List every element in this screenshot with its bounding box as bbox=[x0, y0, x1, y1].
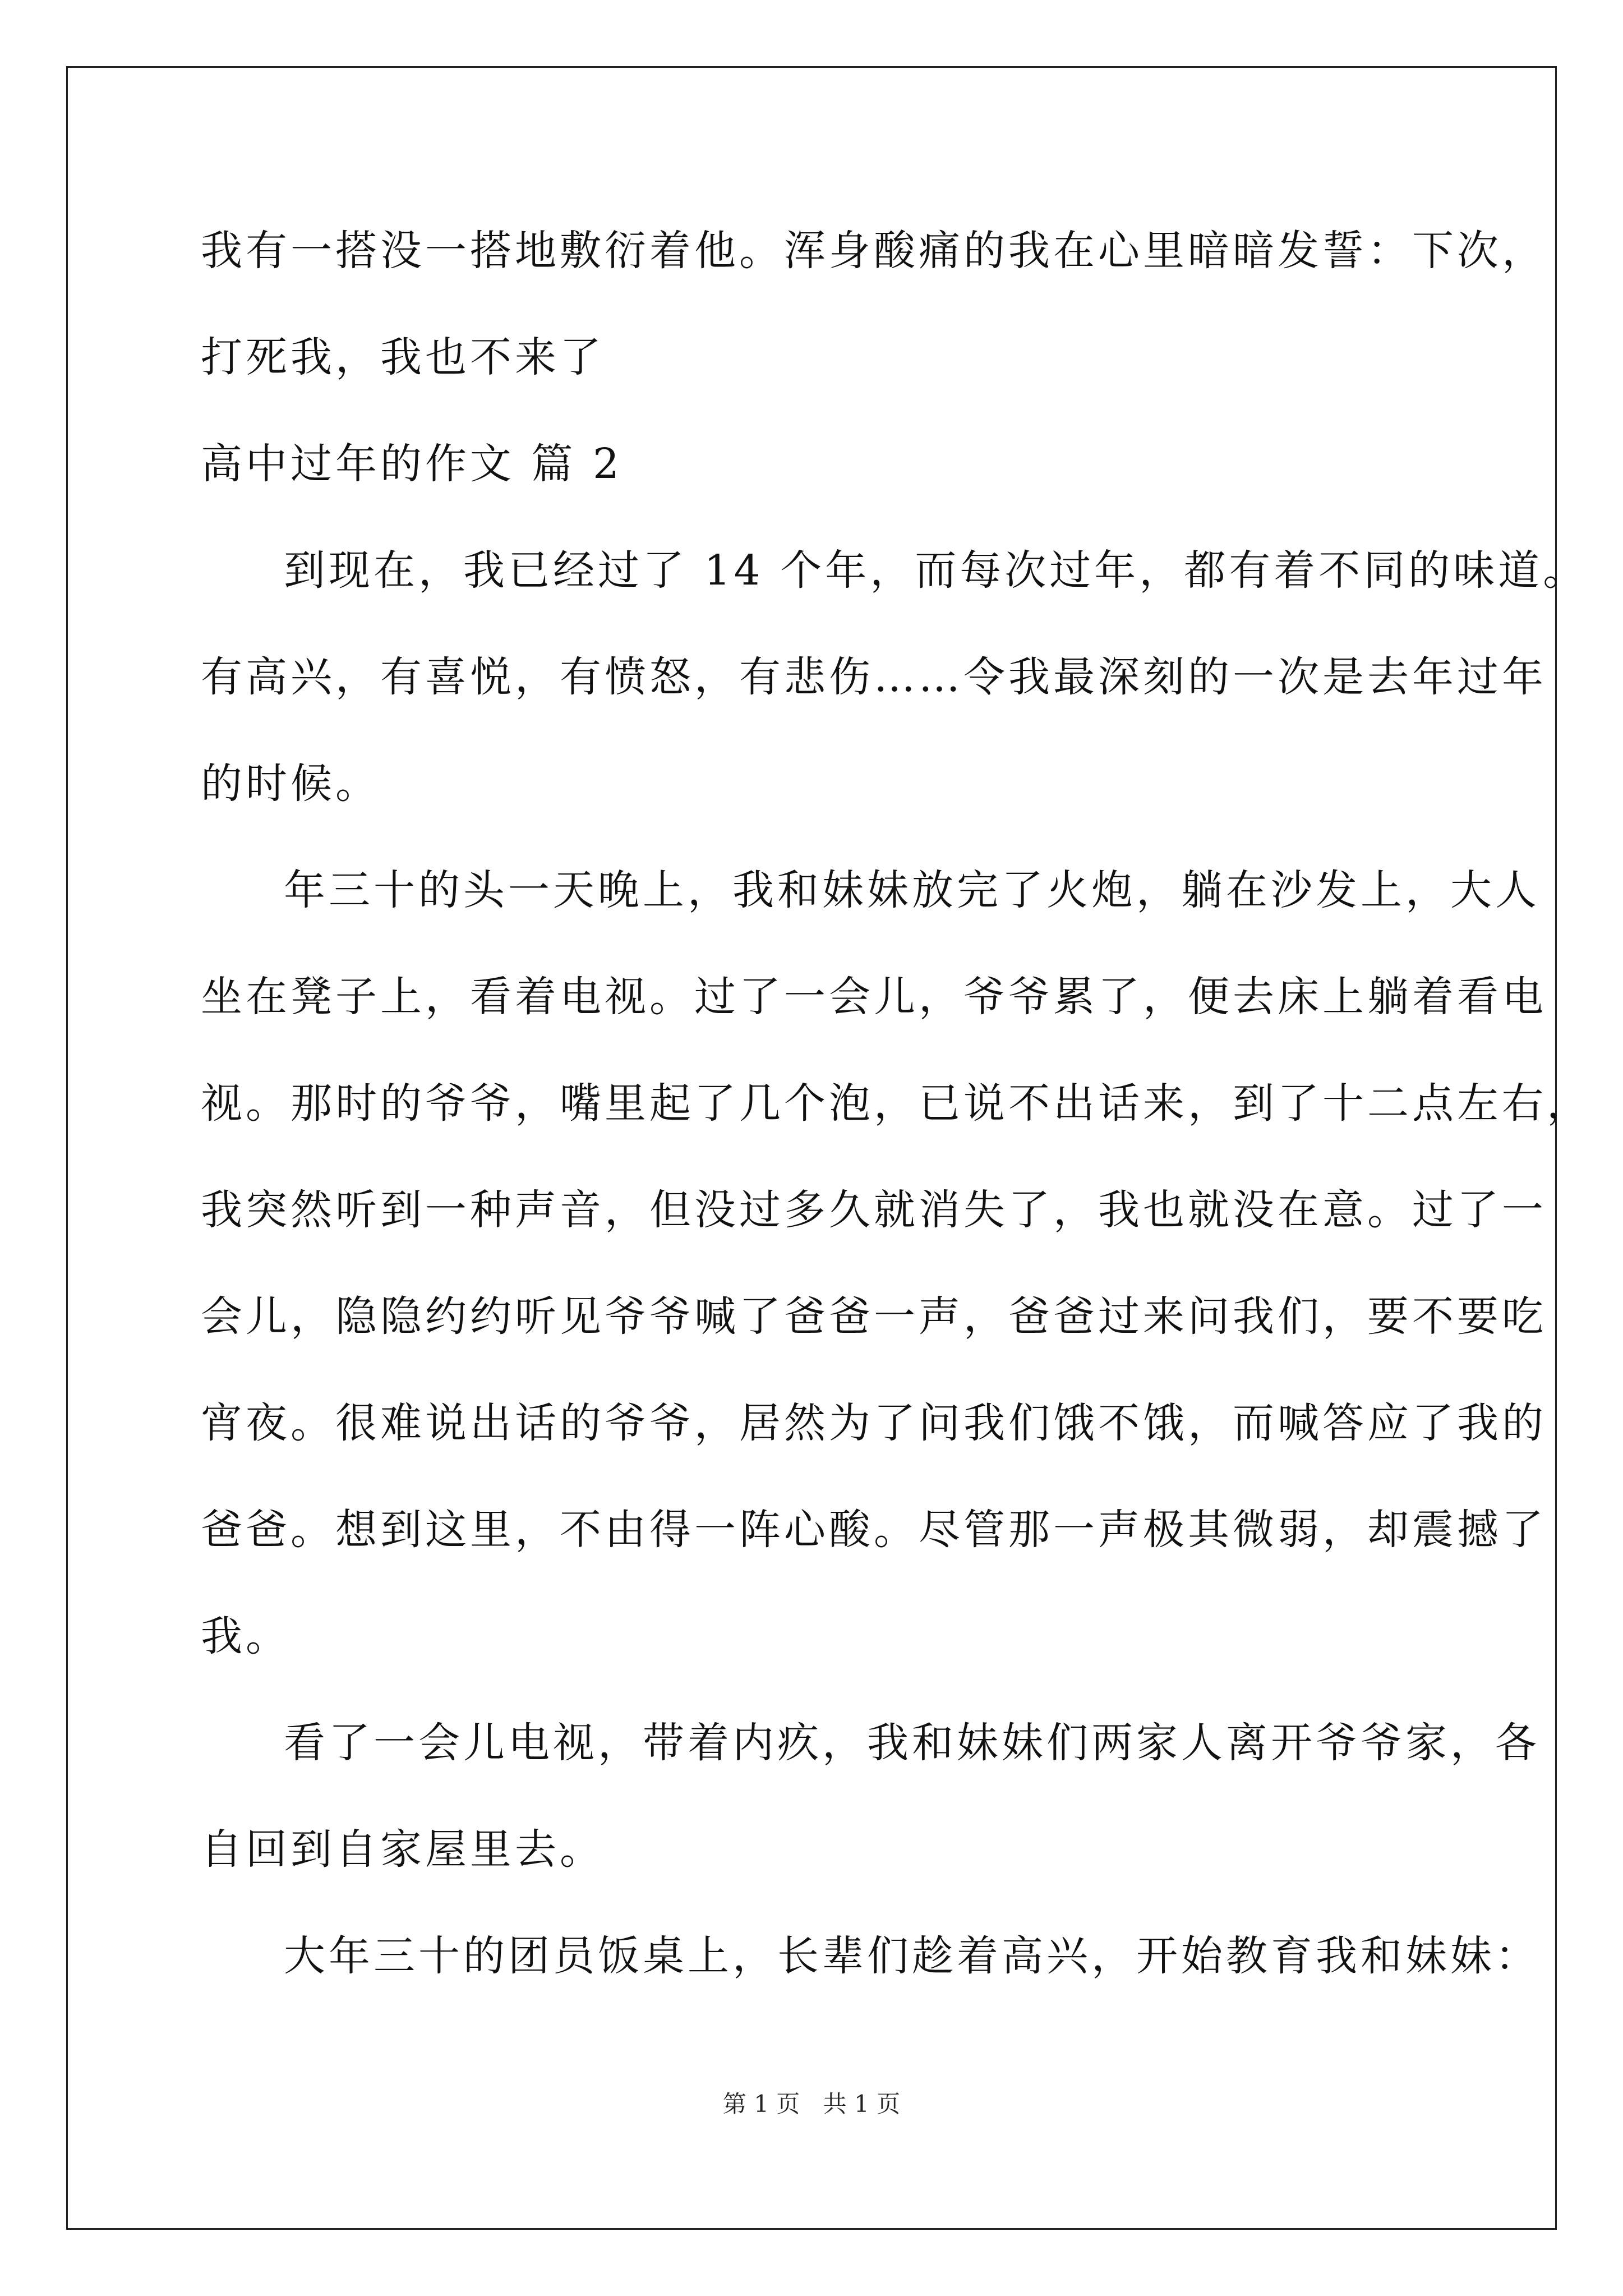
text-line: 打死我，我也不来了 bbox=[201, 333, 605, 381]
paragraph-start: 看了一会儿电视，带着内疚，我和妹妹们两家人离开爷爷家，各 bbox=[284, 1719, 1540, 1767]
text-line: 视。那时的爷爷，嘴里起了几个泡，已说不出话来，到了十二点左右， bbox=[201, 1079, 1592, 1128]
document-body bbox=[201, 209, 1592, 2021]
text-line: 我有一搭没一搭地敷衍着他。浑身酸痛的我在心里暗暗发誓：下次， bbox=[201, 227, 1547, 275]
paragraph-start: 大年三十的团员饭桌上，长辈们趁着高兴，开始教育我和妹妹： bbox=[284, 1932, 1540, 1980]
text-line: 的时候。 bbox=[201, 760, 380, 808]
text-line: 会儿，隐隐约约听见爷爷喊了爸爸一声，爸爸过来问我们，要不要吃 bbox=[201, 1292, 1547, 1341]
text-line: 自回到自家屋里去。 bbox=[201, 1825, 605, 1874]
current-page-label: 第 1 页 bbox=[722, 2090, 800, 2118]
text-line: 坐在凳子上，看着电视。过了一会儿，爷爷累了，便去床上躺着看电 bbox=[201, 973, 1547, 1021]
text-line: 有高兴，有喜悦，有愤怒，有悲伤……令我最深刻的一次是去年过年 bbox=[201, 653, 1547, 701]
page-footer bbox=[0, 2086, 1623, 2119]
text-line: 爸爸。想到这里，不由得一阵心酸。尽管那一声极其微弱，却震撼了 bbox=[201, 1506, 1547, 1554]
section-title: 高中过年的作文 篇 2 bbox=[201, 440, 623, 488]
text-line: 我突然听到一种声音，但没过多久就消失了，我也就没在意。过了一 bbox=[201, 1186, 1547, 1234]
paragraph-start: 到现在，我已经过了 14 个年，而每次过年，都有着不同的味道。 bbox=[284, 546, 1588, 595]
total-pages-label: 共 1 页 bbox=[823, 2090, 901, 2118]
text-line: 宵夜。很难说出话的爷爷，居然为了问我们饿不饿，而喊答应了我的 bbox=[201, 1399, 1547, 1447]
paragraph-start: 年三十的头一天晚上，我和妹妹放完了火炮，躺在沙发上，大人 bbox=[284, 866, 1540, 914]
text-line: 我。 bbox=[201, 1612, 291, 1660]
